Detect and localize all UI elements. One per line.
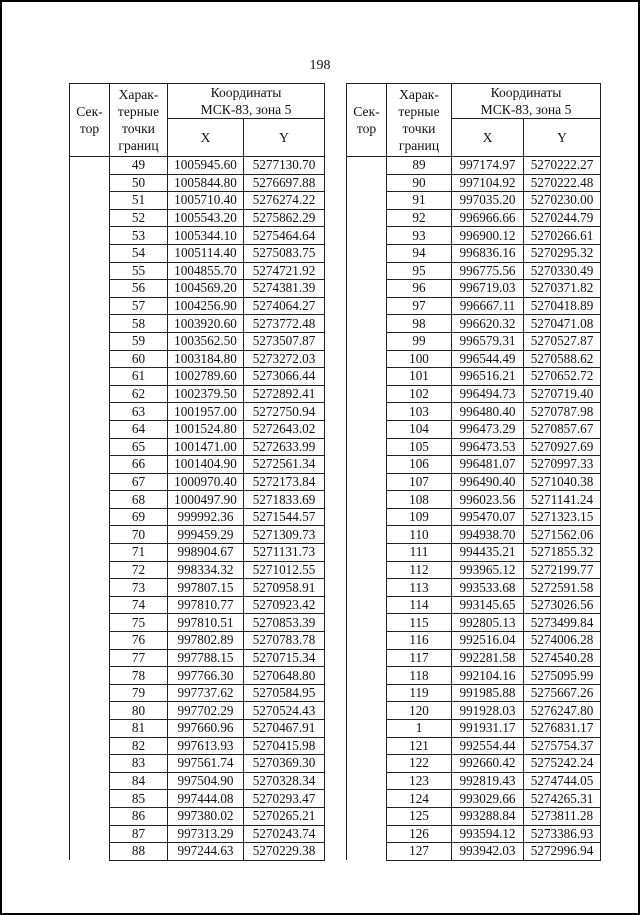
point-number-cell: 74 <box>110 596 168 614</box>
y-coordinate-cell: 5271012.55 <box>244 561 325 579</box>
x-coordinate-cell: 997561.74 <box>168 755 244 773</box>
point-number-cell: 109 <box>387 508 452 526</box>
y-coordinate-cell: 5270715.34 <box>244 649 325 667</box>
point-number-cell: 127 <box>387 843 452 861</box>
y-coordinate-cell: 5270222.27 <box>524 157 601 175</box>
point-number-cell: 110 <box>387 526 452 544</box>
y-coordinate-cell: 5271131.73 <box>244 544 325 562</box>
point-number-cell: 77 <box>110 649 168 667</box>
y-coordinate-cell: 5274540.28 <box>524 649 601 667</box>
y-coordinate-cell: 5274381.39 <box>244 280 325 298</box>
x-coordinate-cell: 992104.16 <box>452 667 524 685</box>
x-coordinate-cell: 992819.43 <box>452 772 524 790</box>
x-coordinate-cell: 996473.53 <box>452 438 524 456</box>
y-coordinate-cell: 5272591.58 <box>524 579 601 597</box>
point-number-cell: 81 <box>110 720 168 738</box>
point-number-cell: 117 <box>387 649 452 667</box>
x-coordinate-cell: 992281.58 <box>452 649 524 667</box>
point-number-cell: 94 <box>387 244 452 262</box>
x-coordinate-cell: 1003184.80 <box>168 350 244 368</box>
point-number-cell: 99 <box>387 332 452 350</box>
y-coordinate-cell: 5270923.42 <box>244 596 325 614</box>
x-coordinate-cell: 1001471.00 <box>168 438 244 456</box>
point-number-cell: 96 <box>387 280 452 298</box>
y-coordinate-cell: 5275242.24 <box>524 755 601 773</box>
point-number-cell: 105 <box>387 438 452 456</box>
x-coordinate-cell: 992516.04 <box>452 632 524 650</box>
x-coordinate-cell: 1003920.60 <box>168 315 244 333</box>
x-coordinate-cell: 996667.11 <box>452 297 524 315</box>
y-coordinate-cell: 5270853.39 <box>244 614 325 632</box>
x-coordinate-cell: 997380.02 <box>168 807 244 825</box>
header-sector: Сек- тор <box>70 84 110 157</box>
y-coordinate-cell: 5274744.05 <box>524 772 601 790</box>
x-coordinate-cell: 997504.90 <box>168 772 244 790</box>
y-coordinate-cell: 5272750.94 <box>244 403 325 421</box>
x-coordinate-cell: 992554.44 <box>452 737 524 755</box>
point-number-cell: 120 <box>387 702 452 720</box>
y-coordinate-cell: 5271562.06 <box>524 526 601 544</box>
y-coordinate-cell: 5273499.84 <box>524 614 601 632</box>
y-coordinate-cell: 5276697.88 <box>244 174 325 192</box>
point-number-cell: 65 <box>110 438 168 456</box>
x-coordinate-cell: 996480.40 <box>452 403 524 421</box>
point-number-cell: 107 <box>387 473 452 491</box>
x-coordinate-cell: 1005543.20 <box>168 209 244 227</box>
point-number-cell: 58 <box>110 315 168 333</box>
point-number-cell: 87 <box>110 825 168 843</box>
x-coordinate-cell: 997660.96 <box>168 720 244 738</box>
sector-cell <box>347 157 387 861</box>
y-coordinate-cell: 5270588.62 <box>524 350 601 368</box>
y-coordinate-cell: 5275095.99 <box>524 667 601 685</box>
x-coordinate-cell: 993594.12 <box>452 825 524 843</box>
y-coordinate-cell: 5270244.79 <box>524 209 601 227</box>
x-coordinate-cell: 997313.29 <box>168 825 244 843</box>
y-coordinate-cell: 5270369.30 <box>244 755 325 773</box>
point-number-cell: 1 <box>387 720 452 738</box>
x-coordinate-cell: 991928.03 <box>452 702 524 720</box>
point-number-cell: 124 <box>387 790 452 808</box>
point-number-cell: 123 <box>387 772 452 790</box>
x-coordinate-cell: 1005945.60 <box>168 157 244 175</box>
header-points: Харак- терные точки границ <box>110 84 168 157</box>
header-points: Харак- терные точки границ <box>387 84 452 157</box>
y-coordinate-cell: 5270584.95 <box>244 684 325 702</box>
x-coordinate-cell: 997810.51 <box>168 614 244 632</box>
x-coordinate-cell: 1004569.20 <box>168 280 244 298</box>
x-coordinate-cell: 1000970.40 <box>168 473 244 491</box>
x-coordinate-cell: 993029.66 <box>452 790 524 808</box>
y-coordinate-cell: 5270330.49 <box>524 262 601 280</box>
y-coordinate-cell: 5273811.28 <box>524 807 601 825</box>
point-number-cell: 59 <box>110 332 168 350</box>
x-coordinate-cell: 1000497.90 <box>168 491 244 509</box>
coordinates-table-right <box>346 83 601 861</box>
point-number-cell: 116 <box>387 632 452 650</box>
x-coordinate-cell: 997807.15 <box>168 579 244 597</box>
header-x: X <box>452 119 524 157</box>
x-coordinate-cell: 996966.66 <box>452 209 524 227</box>
y-coordinate-cell: 5273066.44 <box>244 368 325 386</box>
point-number-cell: 91 <box>387 192 452 210</box>
point-number-cell: 84 <box>110 772 168 790</box>
y-coordinate-cell: 5273772.48 <box>244 315 325 333</box>
point-number-cell: 114 <box>387 596 452 614</box>
point-number-cell: 98 <box>387 315 452 333</box>
y-coordinate-cell: 5270418.89 <box>524 297 601 315</box>
x-coordinate-cell: 1002379.50 <box>168 385 244 403</box>
point-number-cell: 49 <box>110 157 168 175</box>
point-number-cell: 78 <box>110 667 168 685</box>
sector-cell <box>70 157 110 861</box>
point-number-cell: 125 <box>387 807 452 825</box>
x-coordinate-cell: 1005844.80 <box>168 174 244 192</box>
table-body-right <box>347 157 601 861</box>
point-number-cell: 113 <box>387 579 452 597</box>
point-number-cell: 68 <box>110 491 168 509</box>
y-coordinate-cell: 5272633.99 <box>244 438 325 456</box>
x-coordinate-cell: 996579.31 <box>452 332 524 350</box>
point-number-cell: 121 <box>387 737 452 755</box>
y-coordinate-cell: 5270471.08 <box>524 315 601 333</box>
x-coordinate-cell: 997174.97 <box>452 157 524 175</box>
y-coordinate-cell: 5274265.31 <box>524 790 601 808</box>
x-coordinate-cell: 996775.56 <box>452 262 524 280</box>
point-number-cell: 82 <box>110 737 168 755</box>
point-number-cell: 61 <box>110 368 168 386</box>
x-coordinate-cell: 993533.68 <box>452 579 524 597</box>
y-coordinate-cell: 5271323.15 <box>524 508 601 526</box>
point-number-cell: 97 <box>387 297 452 315</box>
point-number-cell: 101 <box>387 368 452 386</box>
header-y: Y <box>524 119 601 157</box>
page-number: 198 <box>309 58 331 73</box>
y-coordinate-cell: 5271833.69 <box>244 491 325 509</box>
point-number-cell: 103 <box>387 403 452 421</box>
point-number-cell: 83 <box>110 755 168 773</box>
x-coordinate-cell: 992660.42 <box>452 755 524 773</box>
y-coordinate-cell: 5274721.92 <box>244 262 325 280</box>
point-number-cell: 100 <box>387 350 452 368</box>
point-number-cell: 106 <box>387 456 452 474</box>
y-coordinate-cell: 5270229.38 <box>244 843 325 861</box>
y-coordinate-cell: 5270265.21 <box>244 807 325 825</box>
x-coordinate-cell: 1005114.40 <box>168 244 244 262</box>
point-number-cell: 90 <box>387 174 452 192</box>
x-coordinate-cell: 1005710.40 <box>168 192 244 210</box>
x-coordinate-cell: 997802.89 <box>168 632 244 650</box>
y-coordinate-cell: 5272561.34 <box>244 456 325 474</box>
x-coordinate-cell: 996516.21 <box>452 368 524 386</box>
y-coordinate-cell: 5270524.43 <box>244 702 325 720</box>
point-number-cell: 73 <box>110 579 168 597</box>
x-coordinate-cell: 999992.36 <box>168 508 244 526</box>
x-coordinate-cell: 994938.70 <box>452 526 524 544</box>
y-coordinate-cell: 5271141.24 <box>524 491 601 509</box>
y-coordinate-cell: 5272643.02 <box>244 420 325 438</box>
y-coordinate-cell: 5270328.34 <box>244 772 325 790</box>
point-number-cell: 89 <box>387 157 452 175</box>
y-coordinate-cell: 5275754.37 <box>524 737 601 755</box>
x-coordinate-cell: 1005344.10 <box>168 227 244 245</box>
x-coordinate-cell: 996473.29 <box>452 420 524 438</box>
point-number-cell: 79 <box>110 684 168 702</box>
table-row <box>70 157 325 175</box>
header-coordinates: Координаты МСК-83, зона 5 <box>452 84 601 119</box>
point-number-cell: 85 <box>110 790 168 808</box>
point-number-cell: 112 <box>387 561 452 579</box>
x-coordinate-cell: 998904.67 <box>168 544 244 562</box>
y-coordinate-cell: 5270652.72 <box>524 368 601 386</box>
y-coordinate-cell: 5276831.17 <box>524 720 601 738</box>
x-coordinate-cell: 993145.65 <box>452 596 524 614</box>
y-coordinate-cell: 5270783.78 <box>244 632 325 650</box>
point-number-cell: 53 <box>110 227 168 245</box>
y-coordinate-cell: 5271309.73 <box>244 526 325 544</box>
point-number-cell: 72 <box>110 561 168 579</box>
x-coordinate-cell: 997244.63 <box>168 843 244 861</box>
y-coordinate-cell: 5272996.94 <box>524 843 601 861</box>
y-coordinate-cell: 5272173.84 <box>244 473 325 491</box>
header-y: Y <box>244 119 325 157</box>
y-coordinate-cell: 5270527.87 <box>524 332 601 350</box>
y-coordinate-cell: 5270997.33 <box>524 456 601 474</box>
y-coordinate-cell: 5271040.38 <box>524 473 601 491</box>
y-coordinate-cell: 5276247.80 <box>524 702 601 720</box>
point-number-cell: 88 <box>110 843 168 861</box>
x-coordinate-cell: 1001404.90 <box>168 456 244 474</box>
y-coordinate-cell: 5271544.57 <box>244 508 325 526</box>
y-coordinate-cell: 5270295.32 <box>524 244 601 262</box>
x-coordinate-cell: 993942.03 <box>452 843 524 861</box>
x-coordinate-cell: 1002789.60 <box>168 368 244 386</box>
y-coordinate-cell: 5273026.56 <box>524 596 601 614</box>
x-coordinate-cell: 996620.32 <box>452 315 524 333</box>
x-coordinate-cell: 996900.12 <box>452 227 524 245</box>
point-number-cell: 119 <box>387 684 452 702</box>
x-coordinate-cell: 996023.56 <box>452 491 524 509</box>
x-coordinate-cell: 997810.77 <box>168 596 244 614</box>
point-number-cell: 126 <box>387 825 452 843</box>
point-number-cell: 104 <box>387 420 452 438</box>
x-coordinate-cell: 997702.29 <box>168 702 244 720</box>
point-number-cell: 63 <box>110 403 168 421</box>
y-coordinate-cell: 5270958.91 <box>244 579 325 597</box>
y-coordinate-cell: 5275862.29 <box>244 209 325 227</box>
x-coordinate-cell: 993288.84 <box>452 807 524 825</box>
point-number-cell: 51 <box>110 192 168 210</box>
y-coordinate-cell: 5271855.32 <box>524 544 601 562</box>
x-coordinate-cell: 993965.12 <box>452 561 524 579</box>
x-coordinate-cell: 994435.21 <box>452 544 524 562</box>
y-coordinate-cell: 5270230.00 <box>524 192 601 210</box>
point-number-cell: 62 <box>110 385 168 403</box>
y-coordinate-cell: 5274006.28 <box>524 632 601 650</box>
point-number-cell: 92 <box>387 209 452 227</box>
y-coordinate-cell: 5270719.40 <box>524 385 601 403</box>
x-coordinate-cell: 997766.30 <box>168 667 244 685</box>
table-row <box>347 157 601 175</box>
point-number-cell: 69 <box>110 508 168 526</box>
y-coordinate-cell: 5273507.87 <box>244 332 325 350</box>
point-number-cell: 80 <box>110 702 168 720</box>
point-number-cell: 86 <box>110 807 168 825</box>
x-coordinate-cell: 997788.15 <box>168 649 244 667</box>
x-coordinate-cell: 998334.32 <box>168 561 244 579</box>
x-coordinate-cell: 996719.03 <box>452 280 524 298</box>
x-coordinate-cell: 995470.07 <box>452 508 524 526</box>
point-number-cell: 75 <box>110 614 168 632</box>
x-coordinate-cell: 997035.20 <box>452 192 524 210</box>
point-number-cell: 118 <box>387 667 452 685</box>
y-coordinate-cell: 5270415.98 <box>244 737 325 755</box>
point-number-cell: 93 <box>387 227 452 245</box>
point-number-cell: 54 <box>110 244 168 262</box>
point-number-cell: 122 <box>387 755 452 773</box>
point-number-cell: 67 <box>110 473 168 491</box>
y-coordinate-cell: 5274064.27 <box>244 297 325 315</box>
y-coordinate-cell: 5270857.67 <box>524 420 601 438</box>
y-coordinate-cell: 5275083.75 <box>244 244 325 262</box>
coordinates-table-left <box>69 83 325 861</box>
point-number-cell: 52 <box>110 209 168 227</box>
point-number-cell: 50 <box>110 174 168 192</box>
point-number-cell: 66 <box>110 456 168 474</box>
table-body-left <box>70 157 325 861</box>
point-number-cell: 111 <box>387 544 452 562</box>
point-number-cell: 115 <box>387 614 452 632</box>
point-number-cell: 57 <box>110 297 168 315</box>
x-coordinate-cell: 1001524.80 <box>168 420 244 438</box>
x-coordinate-cell: 997737.62 <box>168 684 244 702</box>
y-coordinate-cell: 5276274.22 <box>244 192 325 210</box>
x-coordinate-cell: 996490.40 <box>452 473 524 491</box>
x-coordinate-cell: 996836.16 <box>452 244 524 262</box>
x-coordinate-cell: 1003562.50 <box>168 332 244 350</box>
point-number-cell: 64 <box>110 420 168 438</box>
x-coordinate-cell: 997444.08 <box>168 790 244 808</box>
y-coordinate-cell: 5270222.48 <box>524 174 601 192</box>
point-number-cell: 95 <box>387 262 452 280</box>
y-coordinate-cell: 5270467.91 <box>244 720 325 738</box>
x-coordinate-cell: 996544.49 <box>452 350 524 368</box>
header-x: X <box>168 119 244 157</box>
y-coordinate-cell: 5270266.61 <box>524 227 601 245</box>
y-coordinate-cell: 5272892.41 <box>244 385 325 403</box>
point-number-cell: 70 <box>110 526 168 544</box>
y-coordinate-cell: 5270648.80 <box>244 667 325 685</box>
point-number-cell: 60 <box>110 350 168 368</box>
point-number-cell: 76 <box>110 632 168 650</box>
x-coordinate-cell: 999459.29 <box>168 526 244 544</box>
y-coordinate-cell: 5270293.47 <box>244 790 325 808</box>
x-coordinate-cell: 991985.88 <box>452 684 524 702</box>
header-coordinates: Координаты МСК-83, зона 5 <box>168 84 325 119</box>
y-coordinate-cell: 5275667.26 <box>524 684 601 702</box>
point-number-cell: 71 <box>110 544 168 562</box>
y-coordinate-cell: 5270371.82 <box>524 280 601 298</box>
y-coordinate-cell: 5270927.69 <box>524 438 601 456</box>
header-sector: Сек- тор <box>347 84 387 157</box>
x-coordinate-cell: 1004256.90 <box>168 297 244 315</box>
y-coordinate-cell: 5270243.74 <box>244 825 325 843</box>
x-coordinate-cell: 991931.17 <box>452 720 524 738</box>
y-coordinate-cell: 5270787.98 <box>524 403 601 421</box>
x-coordinate-cell: 996494.73 <box>452 385 524 403</box>
y-coordinate-cell: 5277130.70 <box>244 157 325 175</box>
x-coordinate-cell: 996481.07 <box>452 456 524 474</box>
y-coordinate-cell: 5272199.77 <box>524 561 601 579</box>
x-coordinate-cell: 997104.92 <box>452 174 524 192</box>
point-number-cell: 108 <box>387 491 452 509</box>
point-number-cell: 56 <box>110 280 168 298</box>
y-coordinate-cell: 5275464.64 <box>244 227 325 245</box>
x-coordinate-cell: 1004855.70 <box>168 262 244 280</box>
y-coordinate-cell: 5273386.93 <box>524 825 601 843</box>
point-number-cell: 55 <box>110 262 168 280</box>
x-coordinate-cell: 997613.93 <box>168 737 244 755</box>
point-number-cell: 102 <box>387 385 452 403</box>
x-coordinate-cell: 992805.13 <box>452 614 524 632</box>
y-coordinate-cell: 5273272.03 <box>244 350 325 368</box>
x-coordinate-cell: 1001957.00 <box>168 403 244 421</box>
